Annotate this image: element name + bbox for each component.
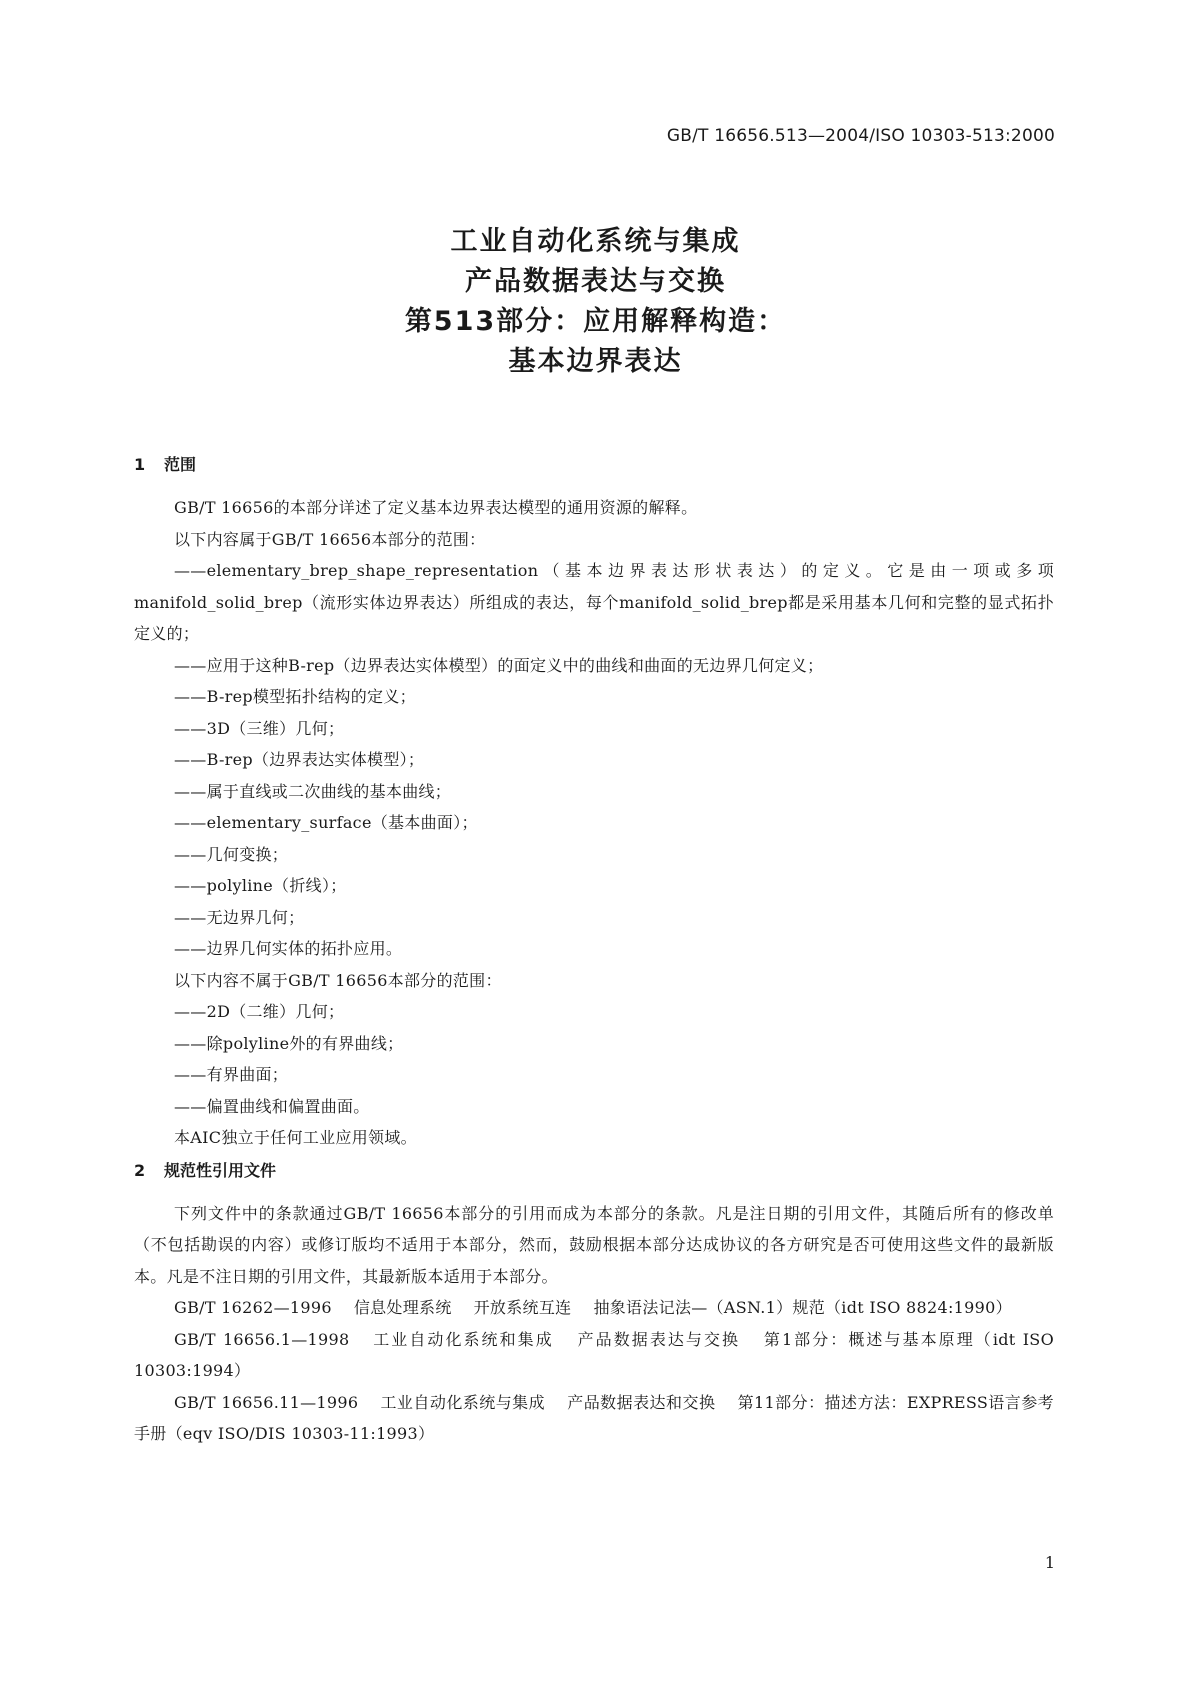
reference-code: GB/T 16262—1996 xyxy=(174,1298,332,1317)
title-line: 工业自动化系统与集成 xyxy=(450,226,741,257)
section-title: 规范性引用文件 xyxy=(164,1160,277,1180)
reference-entry xyxy=(134,1292,1054,1324)
reference-code: GB/T 16656.1—1998 xyxy=(174,1329,350,1349)
reference-part: 工业自动化系统和集成 xyxy=(371,1329,554,1349)
list-item: ——2D（二维）几何； xyxy=(174,1002,345,1021)
reference-part: 第1部分：概述与基本原理（idt ISO 10303:1994） xyxy=(134,1329,1054,1380)
list-item: ——3D（三维）几何； xyxy=(174,718,345,738)
title-line: 基本边界表达 xyxy=(508,346,683,377)
reference-part: 产品数据表达和交换 xyxy=(567,1392,716,1412)
list-item: ——应用于这种B-rep（边界表达实体模型）的面定义中的曲线和曲面的无边界几何定义； xyxy=(174,655,824,675)
reference-part: 信息处理系统 xyxy=(353,1298,452,1317)
title-line: 第513部分：应用解释构造： xyxy=(404,306,787,337)
standard-code: GB/T 16656.513—2004/ISO 10303-513:2000 xyxy=(666,126,1055,146)
paragraph: 以下内容不属于GB/T 16656本部分的范围： xyxy=(174,970,502,990)
reference-entry xyxy=(134,1324,1054,1387)
list-item: ——B-rep模型拓扑结构的定义； xyxy=(174,687,416,706)
reference-part: 产品数据表达与交换 xyxy=(575,1329,741,1349)
document-body xyxy=(134,450,1054,1450)
section-title: 范围 xyxy=(164,455,197,474)
section-heading-normative-references xyxy=(134,1156,1054,1186)
list-item: ——除polyline外的有界曲线； xyxy=(174,1033,404,1053)
list-item: ——B-rep（边界表达实体模型）； xyxy=(174,750,425,769)
paragraph: 下列文件中的条款通过GB/T 16656本部分的引用而成为本部分的条款。凡是注日期的引用文件，其随后所有的修改单（不包括勘误的内容）或修订版均不适用于本部分，然而，鼓励根据本部分达成协议的各方研究是否可使用这些文件的最新版本。凡是不注日期的引用文件，其最新版本适用于本部分。 xyxy=(134,1203,1054,1286)
reference-part: 第11部分：描述方法：EXPRESS语言参考手册（eqv ISO/DIS 10303-11:1993） xyxy=(134,1392,1054,1443)
reference-part: 工业自动化系统与集成 xyxy=(380,1392,546,1412)
section-number: 1 xyxy=(134,455,146,474)
reference-entry xyxy=(134,1387,1054,1450)
reference-code: GB/T 16656.11—1996 xyxy=(174,1392,359,1412)
list-item: ——elementary_brep_shape_representation（基本边界表达形状表达）的定义。它是由一项或多项manifold_solid_brep（流形实体边界表达）所组成的表达，每个manifold_solid_brep都是采用基本几何和完整的显式拓扑定义的； xyxy=(134,561,1054,643)
list-item: ——几何变换； xyxy=(174,844,289,864)
section-number: 2 xyxy=(134,1160,146,1180)
paragraph: GB/T 16656的本部分详述了定义基本边界表达模型的通用资源的解释。 xyxy=(174,498,698,517)
paragraph: 以下内容属于GB/T 16656本部分的范围： xyxy=(174,529,486,549)
reference-part: 开放系统互连 xyxy=(473,1298,572,1317)
reference-part: 抽象语法记法—（ASN.1）规范（idt ISO 8824:1990） xyxy=(593,1298,1012,1317)
list-item: ——属于直线或二次曲线的基本曲线； xyxy=(174,781,452,801)
list-item: ——边界几何实体的拓扑应用。 xyxy=(174,939,403,958)
section-heading-scope xyxy=(134,450,1054,480)
title-line: 产品数据表达与交换 xyxy=(465,266,726,297)
page-number: 1 xyxy=(1044,1553,1055,1572)
list-item: ——有界曲面； xyxy=(174,1065,289,1084)
list-item: ——polyline（折线）； xyxy=(174,876,347,895)
document-title xyxy=(0,222,1191,382)
paragraph: 本AIC独立于任何工业应用领域。 xyxy=(174,1128,417,1147)
list-item: ——elementary_surface（基本曲面）； xyxy=(174,813,478,832)
list-item: ——偏置曲线和偏置曲面。 xyxy=(174,1096,370,1116)
list-item: ——无边界几何； xyxy=(174,907,305,927)
